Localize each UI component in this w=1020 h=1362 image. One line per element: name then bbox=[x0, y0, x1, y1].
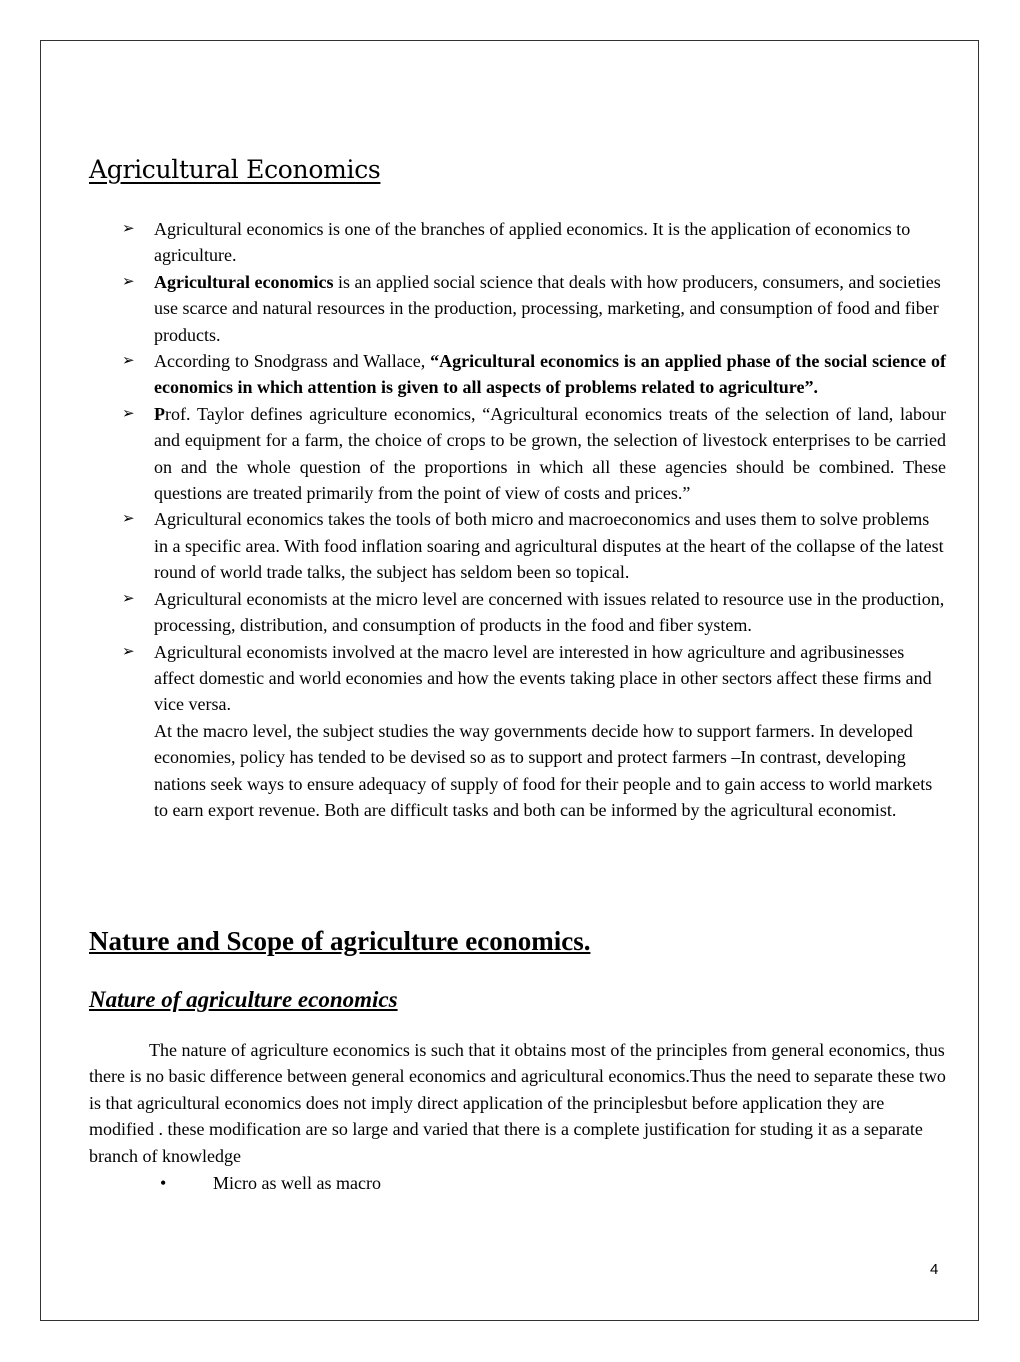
bold-text: P bbox=[154, 403, 165, 424]
dot-bullet-icon: • bbox=[160, 1173, 167, 1193]
sub-bullet-text: Micro as well as macro bbox=[213, 1173, 381, 1193]
body-paragraph: The nature of agriculture economics is such that it obtains most of the principles from general economics, thus there is no basic difference between general economics and agricultural economics.Thus the need to separate these two is that agricultural economics does not imply direct application of the principlesbut before application they are modified . these modification are so large and varied that there is a complete justification for studing it as a separate branch of knowledge bbox=[89, 1040, 946, 1166]
subsection-heading: Nature of agriculture economics bbox=[89, 987, 398, 1012]
arrowhead-bullet-icon: ➢ bbox=[122, 353, 135, 370]
text: rof. Taylor defines agriculture economics, “Agricultural economics treats of the selection of land, labour and equipment for a farm, the choice of crops to be grown, the selection of livestock enterprises to be carried on and the whole question of the proportions in which all these agencies should be combined. These questions are treated primarily from the point of view of costs and prices.” bbox=[154, 403, 946, 504]
bold-text: “Agricultural economics is an applied phase of the social science of economics in which attention is given to all aspects of problems related to agriculture”. bbox=[154, 351, 946, 398]
section-heading: Nature and Scope of agriculture economics. bbox=[89, 926, 591, 956]
arrowhead-bullet-icon: ➢ bbox=[122, 273, 135, 290]
bold-text: Agricultural economics bbox=[154, 271, 334, 292]
text: According to Snodgrass and Wallace, bbox=[154, 351, 431, 372]
list-item bbox=[122, 586, 946, 639]
list-item bbox=[122, 348, 946, 401]
text: Agricultural economists involved at the macro level are interested in how agriculture and agribusinesses affect domestic and world economies and how the events taking place in other sectors affect these firms and vice versa. bbox=[154, 641, 932, 715]
list-item bbox=[122, 401, 946, 507]
list-item bbox=[122, 506, 946, 585]
text: Agricultural economics takes the tools of both micro and macroeconomics and uses them to solve problems in a specific area. With food inflation soaring and agricultural disputes at the heart of the collapse of the latest round of world trade talks, the subject has seldom been so topical. bbox=[154, 509, 944, 583]
page-title: Agricultural Economics bbox=[89, 155, 381, 184]
continuation-paragraph: At the macro level, the subject studies the way governments decide how to support farmers. In developed economies, policy has tended to be devised so as to support and protect farmers –In contrast, developing nations seek ways to ensure adequacy of supply of food for their people and to gain access to world markets to earn export revenue. Both are difficult tasks and both can be informed by the agricultural economist. bbox=[154, 720, 933, 820]
arrowhead-bullet-icon: ➢ bbox=[122, 590, 135, 607]
arrowhead-bullet-icon: ➢ bbox=[122, 221, 135, 237]
list-item bbox=[122, 639, 946, 824]
page-number: 4 bbox=[930, 1261, 939, 1278]
arrowhead-bullet-icon: ➢ bbox=[122, 643, 135, 660]
definition-list bbox=[122, 216, 946, 823]
sub-bullet-item bbox=[160, 1170, 381, 1196]
arrowhead-bullet-icon: ➢ bbox=[122, 405, 135, 422]
text: Agricultural economists at the micro level are concerned with issues related to resource use in the production, processing, distribution, and consumption of products in the food and fiber system. bbox=[154, 588, 945, 636]
text: Agricultural economics is one of the branches of applied economics. It is the application of economics to agriculture. bbox=[154, 219, 911, 266]
list-item bbox=[122, 216, 946, 269]
list-item bbox=[122, 269, 946, 348]
text: is an applied social science that deals with how producers, consumers, and societies use scarce and natural resources in the production, processing, marketing, and consumption of food and fiber products. bbox=[154, 271, 941, 345]
arrowhead-bullet-icon: ➢ bbox=[122, 511, 135, 528]
